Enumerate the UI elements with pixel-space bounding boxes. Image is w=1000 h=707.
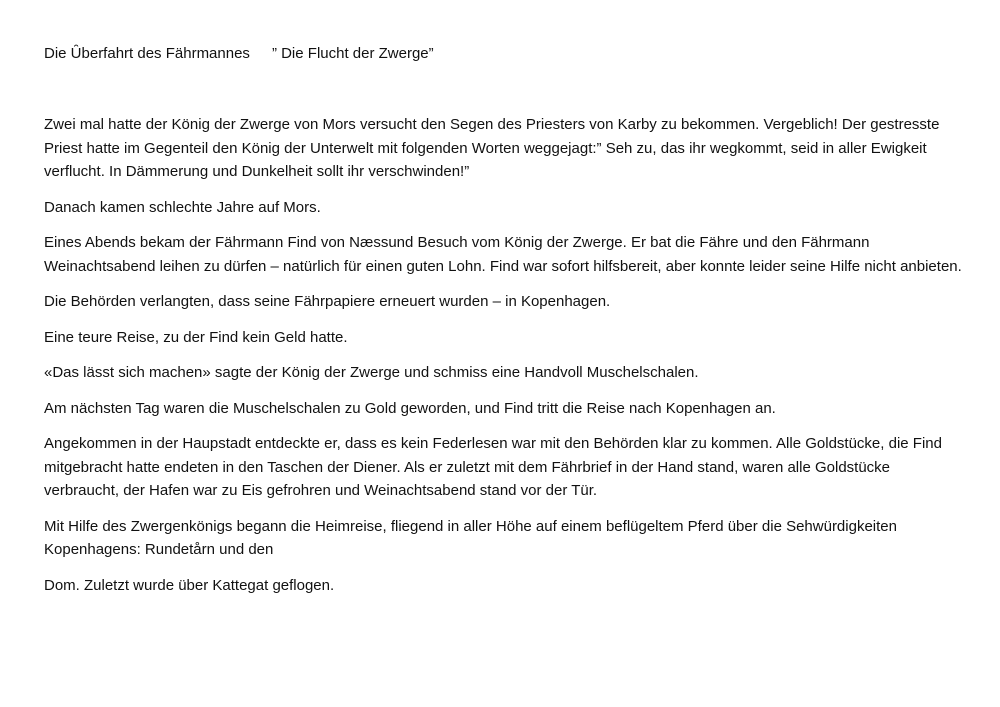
paragraph: Am nächsten Tag waren die Muschelschalen zu Gold geworden, und Find tritt die Reise nach Kopenhagen an. — [44, 399, 776, 417]
paragraph: Zwei mal hatte der König der Zwerge von Mors versucht den Segen des Priesters von Karby zu bekommen. Vergeblich! Der gestresste Priest hatte im Gegenteil den König der Unterwelt mit folgenden Worten weggejagt:” Seh zu, das ihr wegkommt, seid in aller Ewigkeit verflucht. In Dämmerung und Dunkelheit sollt ihr verschwinden!” — [44, 116, 940, 180]
paragraph: «Das lässt sich machen» sagte der König der Zwerge und schmiss eine Handvoll Muschelschalen. — [44, 364, 699, 381]
paragraph: Die Behörden verlangten, dass seine Fährpapiere erneuert wurden – in Kopenhagen. — [44, 293, 611, 310]
heading-title: Die Ȗberfahrt des Fährmannes — [44, 45, 250, 62]
paragraph: Danach kamen schlechte Jahre auf Mors. — [44, 198, 321, 216]
document-body — [44, 113, 964, 609]
document-heading — [44, 44, 434, 64]
paragraph: Mit Hilfe des Zwergenkönigs begann die Heimreise, fliegend in aller Höhe auf einem beflügeltem Pferd über die Sehwürdigkeiten Kopenhagens: Rundetårn und den — [44, 517, 897, 558]
heading-subtitle: ” Die Flucht der Zwerge” — [271, 45, 434, 62]
paragraph: Eine teure Reise, zu der Find kein Geld hatte. — [44, 328, 348, 346]
paragraph: Angekommen in der Haupstadt entdeckte er, dass es kein Federlesen war mit den Behörden klar zu kommen. Alle Goldstücke, die Find mitgebracht hatte endeten in den Taschen der Diener. Als er zuletzt mit dem Fährbrief in der Hand stand, waren alle Goldstücke verbraucht, der Hafen war zu Eis gefrohren und Weinachtsabend stand vor der Tür. — [44, 435, 942, 499]
paragraph: Eines Abends bekam der Fährmann Find von Næssund Besuch vom König der Zwerge. Er bat die Fähre und den Fährmann Weinachtsabend leihen zu dürfen – natürlich für einen guten Lohn. Find war sofort hilfsbereit, aber konnte leider seine Hilfe nicht anbieten. — [44, 234, 962, 275]
paragraph: Dom. Zuletzt wurde über Kattegat geflogen. — [44, 576, 335, 594]
